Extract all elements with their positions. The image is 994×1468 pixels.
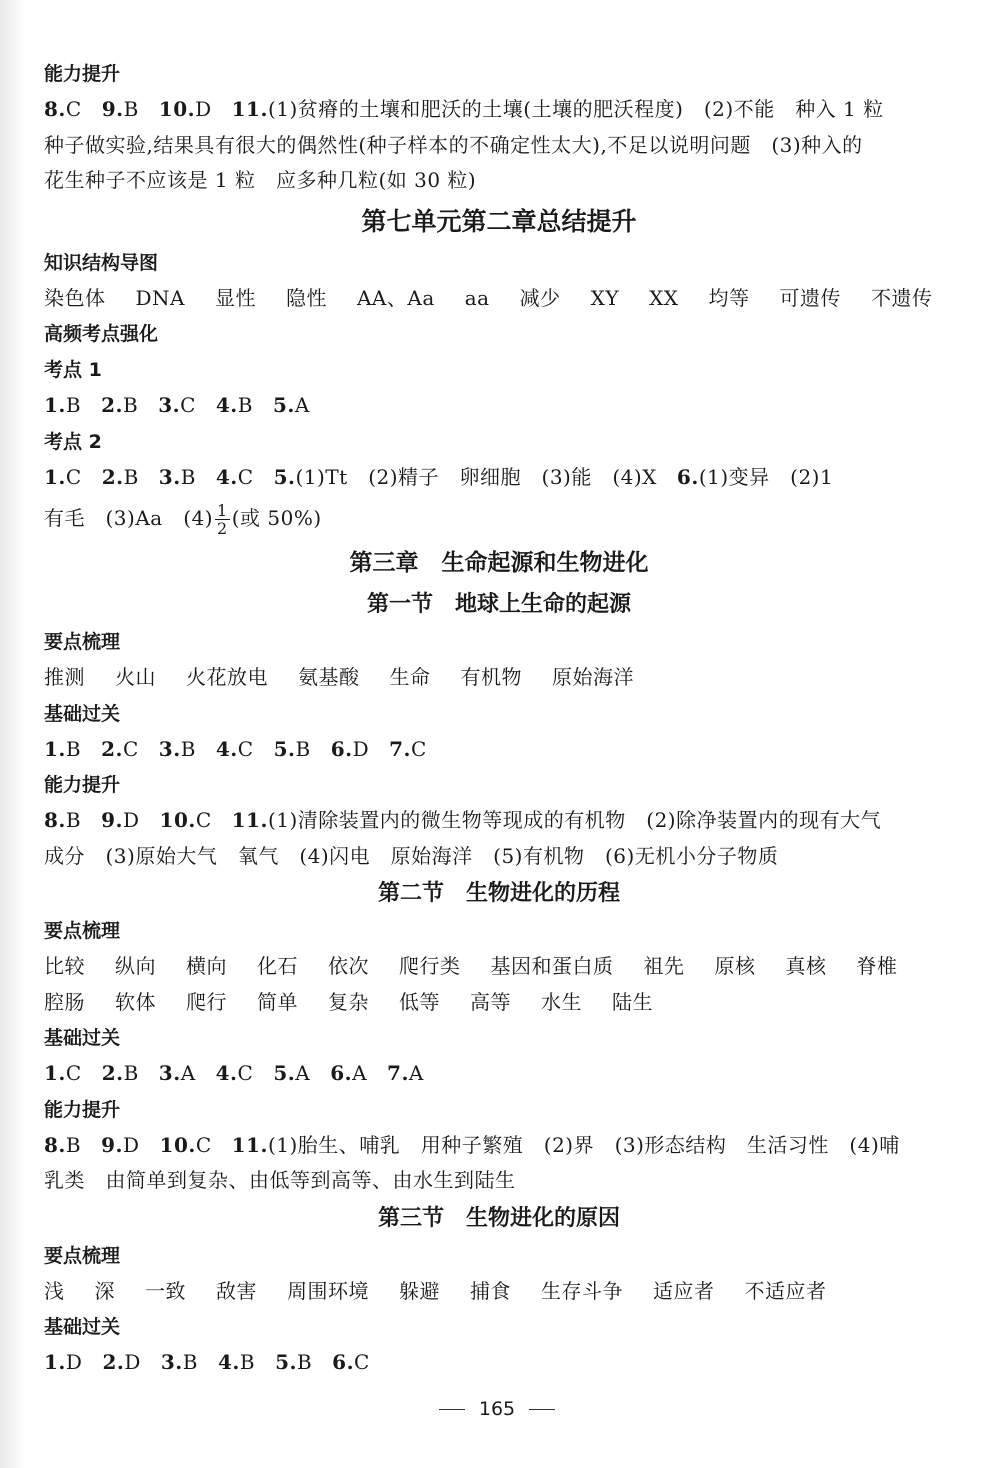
term: 敌害: [216, 1278, 257, 1303]
answer-text: (或 50%): [231, 506, 322, 530]
answer-value: B: [65, 1132, 82, 1157]
answer-item: [44, 808, 81, 832]
section-title: 第三节 生物进化的原因: [377, 1205, 620, 1231]
question-number: 2.: [101, 464, 124, 489]
answer-value: B: [65, 808, 82, 832]
answer-item: [216, 1061, 254, 1085]
answer-line: [44, 388, 954, 424]
answer-item: [101, 1133, 139, 1157]
answer-line: [44, 460, 954, 496]
section-label-basic: 基础过关: [44, 1027, 121, 1049]
footer-dash: [529, 1409, 555, 1410]
answer-value: C: [65, 464, 82, 489]
term: 爬行: [186, 989, 227, 1014]
answer-value: (1)Tt (2)精子 卵细胞 (3)能 (4)X: [295, 464, 657, 489]
answer-value: C: [411, 736, 427, 761]
term: 火花放电: [186, 665, 268, 689]
term: 比较: [44, 954, 85, 978]
answer-item: [101, 737, 139, 761]
answer-item: [44, 97, 82, 121]
question-number: 9.: [101, 1132, 123, 1157]
answer-value: B: [123, 97, 139, 121]
answer-item: [102, 465, 139, 489]
question-number: 9.: [101, 808, 123, 832]
question-number: 1.: [44, 1350, 66, 1374]
question-number: 11.: [231, 1132, 268, 1157]
term: 生命: [389, 665, 431, 689]
question-number: 8.: [44, 808, 66, 832]
term: 可遗传: [779, 285, 842, 310]
answer-item: [274, 465, 657, 489]
answer-value: A: [408, 1061, 424, 1085]
section-title: 第二节 生物进化的历程: [377, 881, 620, 906]
answer-item: [216, 393, 253, 417]
term: 低等: [399, 989, 440, 1014]
answer-item: [160, 1133, 212, 1157]
answer-value: D: [122, 808, 140, 832]
answer-item: [677, 465, 833, 489]
question-number: 10.: [159, 1132, 196, 1157]
question-number: 3.: [158, 736, 181, 761]
term-list: [44, 660, 954, 696]
answer-value: D: [65, 1350, 83, 1374]
answer-value: D: [124, 1350, 141, 1374]
answer-text: 有毛 (3)Aa (4): [44, 506, 214, 530]
answer-line-continued: 成分 (3)原始大气 氧气 (4)闪电 原始海洋 (5)有机物 (6)无机小分子物质: [44, 843, 779, 868]
question-number: 5.: [275, 1350, 297, 1374]
chapter-title: 第三章 生命起源和生物进化: [349, 550, 649, 576]
term: aa: [464, 285, 490, 310]
term: 适应者: [653, 1278, 715, 1303]
answer-item: [216, 465, 254, 489]
question-number: 10.: [159, 808, 196, 832]
term: 水生: [541, 989, 582, 1014]
answer-item: [389, 737, 427, 761]
answer-item: [44, 1133, 81, 1157]
section-label-knowledge-map: 知识结构导图: [44, 251, 159, 274]
term: 隐性: [285, 285, 327, 310]
answer-item: [159, 1061, 196, 1085]
answer-item: [273, 1061, 310, 1085]
answer-value: D: [352, 736, 370, 761]
answer-item: [232, 808, 881, 832]
answer-item: [331, 737, 369, 761]
answer-value: (1)变异 (2)1: [698, 464, 834, 489]
answer-value: A: [352, 1061, 368, 1085]
term: 氨基酸: [298, 665, 360, 689]
answer-item: [160, 808, 212, 832]
question-number: 5.: [272, 393, 295, 417]
section-label-key-points: 要点梳理: [44, 920, 121, 942]
term: 爬行类: [399, 954, 461, 978]
answer-item: [161, 1350, 198, 1374]
term: 一致: [145, 1278, 186, 1303]
question-number: 1.: [44, 393, 66, 417]
answer-value: C: [122, 736, 139, 761]
question-number: 8.: [44, 1132, 66, 1157]
question-number: 3.: [160, 1350, 183, 1374]
answer-value: B: [180, 736, 196, 761]
term: AA、Aa: [356, 285, 435, 310]
section-label-ability: 能力提升: [44, 63, 121, 85]
answer-value: C: [237, 1061, 254, 1085]
section-label-high-frequency: 高频考点强化: [44, 323, 159, 345]
term: DNA: [135, 285, 185, 310]
term: 陆生: [612, 989, 653, 1014]
term: 真核: [785, 954, 827, 978]
answer-line: [44, 1345, 954, 1381]
term: 不适应者: [744, 1278, 827, 1303]
question-number: 2.: [101, 393, 123, 417]
answer-item: [158, 393, 196, 417]
answer-value: B: [122, 393, 139, 417]
answer-line-continued: 种子做实验,结果具有很大的偶然性(种子样本的不确定性太大),不足以说明问题 (3)种入的: [44, 132, 863, 157]
question-number: 11.: [231, 808, 268, 832]
fraction: [215, 502, 230, 537]
answer-value: B: [180, 464, 196, 489]
answer-item: [274, 737, 311, 761]
answer-page: [44, 56, 954, 1381]
question-number: 8.: [44, 97, 66, 121]
term: 火山: [115, 665, 156, 689]
question-number: 7.: [389, 736, 412, 761]
answer-value: B: [239, 1350, 256, 1374]
answer-value: B: [182, 1350, 198, 1374]
answer-value: A: [180, 1061, 196, 1085]
question-number: 4.: [215, 736, 238, 761]
answer-value: A: [295, 1061, 311, 1085]
term-list: [44, 985, 954, 1021]
answer-item: [44, 1350, 82, 1374]
page-footer: [0, 1398, 994, 1420]
question-number: 11.: [231, 97, 268, 121]
answer-line-continued: [44, 495, 954, 541]
term: 纵向: [115, 954, 156, 978]
term: 原始海洋: [552, 665, 634, 689]
answer-value: B: [123, 464, 139, 489]
answer-value: D: [195, 97, 212, 121]
answer-item: [273, 393, 310, 417]
term: 有机物: [460, 665, 522, 689]
question-number: 6.: [330, 736, 353, 761]
question-number: 3.: [158, 393, 181, 417]
term: 横向: [186, 954, 227, 978]
answer-item: [332, 1350, 370, 1374]
answer-value: C: [195, 808, 212, 832]
term: 浅: [44, 1278, 65, 1303]
answer-value: B: [237, 393, 253, 417]
term: 腔肠: [44, 989, 85, 1014]
answer-value: C: [354, 1350, 370, 1374]
term: 不遗传: [871, 285, 933, 310]
question-number: 6.: [330, 1061, 353, 1085]
answer-item: [232, 1133, 900, 1157]
term: 复杂: [328, 989, 369, 1014]
question-number: 5.: [273, 1061, 296, 1085]
term: 染色体: [44, 285, 106, 310]
fraction-denominator: 2: [217, 519, 228, 538]
term: 祖先: [643, 954, 685, 978]
answer-value: (1)清除装置内的微生物等现成的有机物 (2)除净装置内的现有大气: [267, 808, 882, 832]
question-number: 5.: [273, 736, 296, 761]
answer-value: B: [296, 1350, 313, 1374]
question-number: 6.: [676, 464, 699, 489]
term: XY: [590, 285, 620, 310]
question-number: 1.: [44, 736, 66, 761]
footer-dash: [439, 1409, 465, 1410]
question-number: 2.: [102, 1350, 125, 1374]
answer-item: [275, 1350, 312, 1374]
answer-value: (1)胎生、哺乳 用种子繁殖 (2)界 (3)形态结构 生活习性 (4)哺: [267, 1132, 900, 1157]
term-list: [44, 1274, 954, 1310]
term: 依次: [328, 954, 369, 978]
answer-value: A: [294, 393, 310, 417]
section-label-basic: 基础过关: [44, 702, 121, 725]
section-label-key-points: 要点梳理: [44, 1244, 121, 1267]
answer-item: [44, 737, 81, 761]
binding-edge-shadow: [0, 0, 26, 1468]
answer-value: C: [65, 1061, 82, 1085]
question-number: 3.: [158, 1061, 181, 1085]
answer-value: B: [123, 1061, 139, 1085]
term: 生存斗争: [541, 1278, 623, 1303]
answer-item: [216, 737, 254, 761]
answer-item: [159, 737, 196, 761]
answer-value: B: [65, 393, 82, 417]
answer-item: [101, 393, 138, 417]
answer-item: [232, 97, 884, 121]
section-label-kaodian-2: 考点 2: [44, 430, 102, 453]
term: 均等: [708, 285, 750, 310]
term: 化石: [257, 954, 298, 978]
question-number: 1.: [44, 464, 66, 489]
term-list: [44, 281, 954, 317]
question-number: 9.: [101, 97, 124, 121]
question-number: 5.: [273, 464, 296, 489]
answer-value: (1)贫瘠的土壤和肥沃的土壤(土壤的肥沃程度) (2)不能 种入 1 粒: [267, 97, 884, 121]
answer-item: [101, 808, 139, 832]
term: XX: [649, 285, 679, 310]
term: 脊椎: [856, 954, 898, 978]
term: 高等: [470, 989, 511, 1014]
question-number: 10.: [158, 97, 196, 121]
term: 显性: [214, 285, 256, 310]
answer-value: C: [180, 393, 196, 417]
answer-value: B: [295, 736, 311, 761]
term-list: [44, 949, 954, 985]
term: 躲避: [399, 1278, 440, 1303]
answer-item: [44, 393, 81, 417]
section-label-ability: 能力提升: [44, 774, 121, 796]
answer-item: [330, 1061, 367, 1085]
answer-value: B: [65, 736, 82, 761]
answer-line-continued: 花生种子不应该是 1 粒 应多种几粒(如 30 粒): [44, 168, 477, 192]
answer-item: [159, 465, 196, 489]
question-number: 6.: [332, 1350, 355, 1374]
answer-line: [44, 1128, 954, 1164]
answer-item: [44, 465, 82, 489]
section-title: 第一节 地球上生命的起源: [366, 592, 631, 617]
answer-value: C: [195, 1132, 212, 1157]
answer-item: [44, 1061, 82, 1085]
question-number: 1.: [44, 1061, 66, 1085]
answer-line: [44, 92, 954, 128]
question-number: 3.: [158, 464, 181, 489]
term: 减少: [519, 285, 561, 310]
page-number: 165: [478, 1398, 516, 1420]
question-number: 4.: [215, 1061, 238, 1085]
question-number: 4.: [215, 393, 238, 417]
answer-item: [102, 1061, 139, 1085]
term: 简单: [257, 989, 298, 1014]
answer-item: [102, 97, 139, 121]
answer-line: [44, 732, 954, 768]
question-number: 2.: [101, 736, 123, 761]
section-label-basic: 基础过关: [44, 1316, 121, 1338]
answer-item: [102, 1350, 140, 1374]
section-label-kaodian-1: 考点 1: [44, 359, 102, 381]
term: 推测: [44, 665, 85, 689]
section-label-key-points: 要点梳理: [44, 631, 121, 653]
question-number: 2.: [101, 1061, 124, 1085]
unit-summary-title: 第七单元第二章总结提升: [361, 206, 637, 236]
answer-value: C: [65, 97, 82, 121]
question-number: 7.: [387, 1061, 409, 1085]
answer-item: [218, 1350, 255, 1374]
term: 周围环境: [287, 1278, 369, 1303]
fraction-numerator: 1: [217, 501, 228, 520]
term: 软体: [115, 989, 156, 1014]
term: 深: [94, 1278, 115, 1303]
answer-value: D: [122, 1132, 140, 1157]
term: 捕食: [470, 1278, 511, 1303]
question-number: 4.: [217, 1350, 240, 1374]
answer-line: [44, 803, 954, 839]
term: 原核: [714, 954, 756, 978]
term: 基因和蛋白质: [490, 954, 614, 978]
answer-value: C: [237, 464, 254, 489]
answer-line-continued: 乳类 由简单到复杂、由低等到高等、由水生到陆生: [44, 1168, 516, 1192]
question-number: 4.: [215, 464, 238, 489]
answer-line: [44, 1056, 954, 1092]
section-label-ability: 能力提升: [44, 1098, 121, 1121]
answer-item: [387, 1061, 424, 1085]
answer-item: [159, 97, 212, 121]
answer-value: C: [237, 736, 254, 761]
